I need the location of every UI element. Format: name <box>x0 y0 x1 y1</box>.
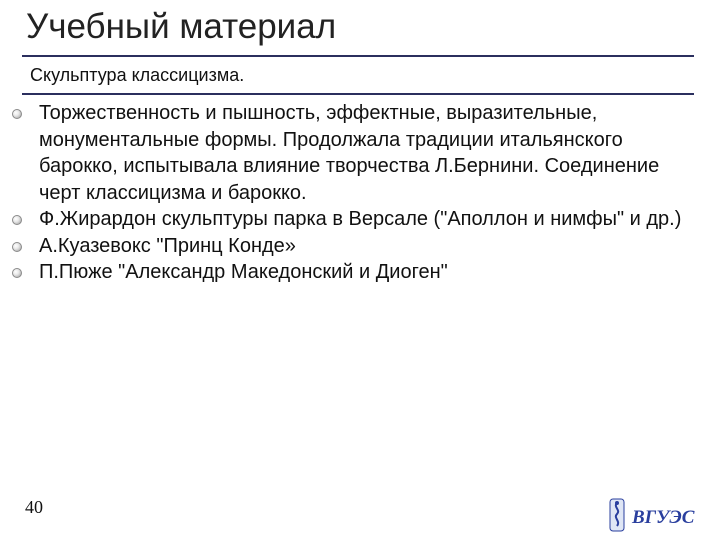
slide-subtitle: Скульптура классицизма. <box>30 65 245 85</box>
page-number: 40 <box>25 497 43 517</box>
bullet-dot-icon <box>12 268 22 278</box>
list-item <box>0 233 700 260</box>
bullet-text: П.Пюже "Александр Македонский и Диоген" <box>39 261 448 283</box>
list-item <box>0 100 700 206</box>
bullet-dot-icon <box>12 242 22 252</box>
logo-text: ВГУЭС <box>632 507 695 528</box>
list-item <box>0 206 700 233</box>
title-divider <box>22 55 694 57</box>
slide-title: Учебный материал <box>26 7 337 46</box>
bullet-text: Ф.Жирардон скульптуры парка в Версале ("Аполлон и нимфы" и др.) <box>39 208 682 230</box>
bullet-text: А.Куазевокс "Принц Конде» <box>39 234 296 257</box>
logo-emblem-icon <box>610 499 624 531</box>
university-logo <box>608 496 708 536</box>
subtitle-divider <box>22 93 694 95</box>
bullet-dot-icon <box>12 109 22 119</box>
bullet-list <box>0 100 700 286</box>
bullet-dot-icon <box>12 215 22 225</box>
bullet-text: Торжественность и пышность, эффектные, выразительные, монументальные формы. Продолжала традиции итальянского барокко, испытывала влияние творчества Л.Бернини. Соединение черт классицизма и барокко. <box>39 102 660 204</box>
list-item <box>0 259 700 286</box>
